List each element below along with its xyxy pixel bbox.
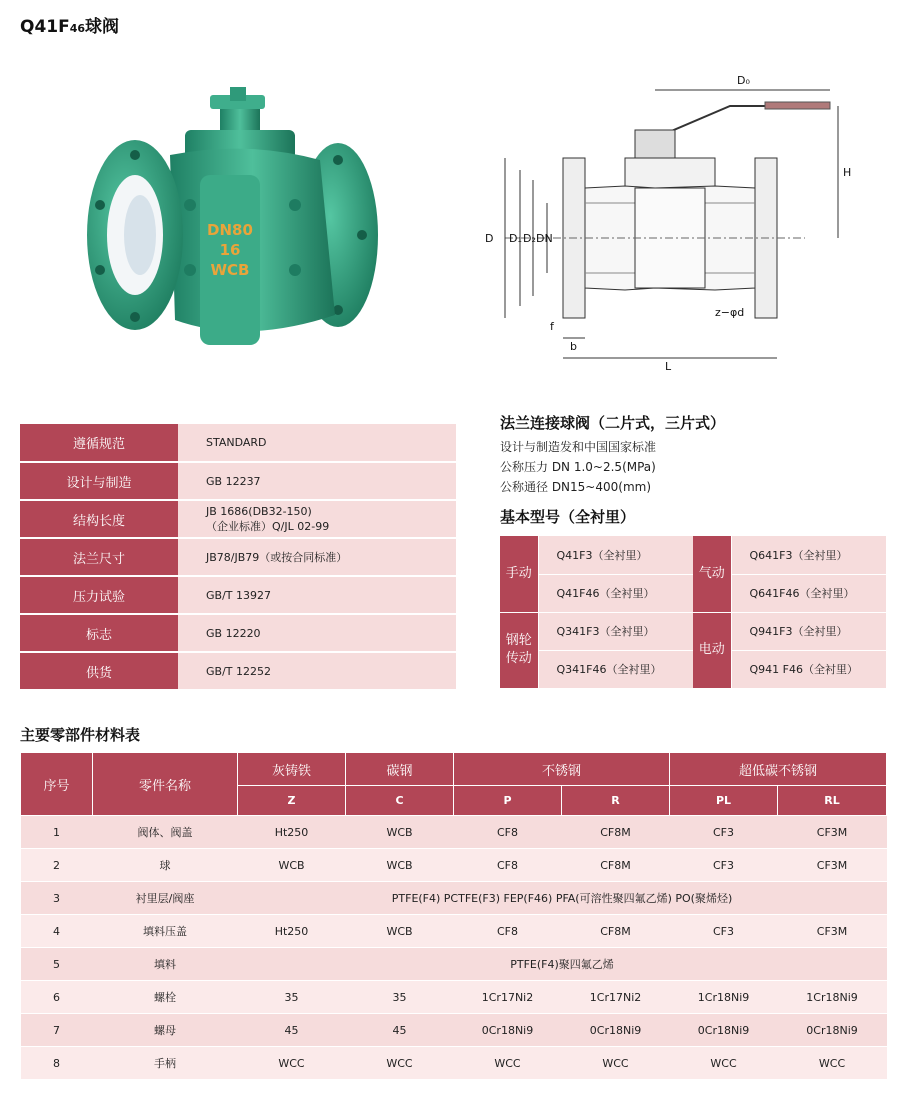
spec-row [20, 652, 456, 690]
model-type-worm-line2: 传动 [505, 651, 532, 666]
page-title [20, 12, 119, 37]
material-cell: 45 [346, 1014, 454, 1047]
model-value: Q641F46（全衬里） [731, 574, 886, 612]
header-gray-iron: 灰铸铁 [238, 753, 346, 786]
spec-key: 标志 [20, 614, 178, 652]
spec-value-line1: JB 1686(DB32-150) [206, 505, 312, 518]
table-row [21, 1014, 887, 1047]
material-cell: WCC [778, 1047, 887, 1080]
material-cell: 1Cr17Ni2 [562, 981, 670, 1014]
spec-table [20, 424, 456, 691]
dim-zd: z−φd [715, 306, 745, 319]
model-value: Q341F3（全衬里） [538, 612, 693, 650]
part-name: 球 [93, 849, 238, 882]
spec-row [20, 614, 456, 652]
material-cell: CF3M [778, 915, 887, 948]
row-no: 7 [21, 1014, 93, 1047]
material-cell: CF8M [562, 816, 670, 849]
row-no: 3 [21, 882, 93, 915]
model-value: Q41F46（全衬里） [538, 574, 693, 612]
header-stainless: 不锈钢 [454, 753, 670, 786]
material-cell: Ht250 [238, 915, 346, 948]
material-cell: CF8M [562, 915, 670, 948]
table-row [21, 915, 887, 948]
subheader: R [562, 786, 670, 816]
header-ultra: 超低碳不锈钢 [670, 753, 887, 786]
spec-row [20, 424, 456, 462]
row-no: 8 [21, 1047, 93, 1080]
material-cell: CF8 [454, 849, 562, 882]
materials-table [20, 752, 887, 1080]
part-name: 阀体、阀盖 [93, 816, 238, 849]
part-name: 螺栓 [93, 981, 238, 1014]
spec-row [20, 462, 456, 500]
material-cell: CF3 [670, 816, 778, 849]
material-cell: WCC [454, 1047, 562, 1080]
model-value: Q41F3（全衬里） [538, 536, 693, 574]
title-suffix: 球阀 [85, 17, 120, 37]
subheader: C [346, 786, 454, 816]
spec-key: 设计与制造 [20, 462, 178, 500]
model-type-manual: 手动 [500, 536, 538, 612]
table-row [21, 981, 887, 1014]
table-row [21, 1047, 887, 1080]
materials-body [21, 816, 887, 1080]
material-cell: 0Cr18Ni9 [670, 1014, 778, 1047]
dim-d1: D₁ [509, 232, 522, 245]
model-type-worm-line1: 钢轮 [505, 633, 532, 648]
header-name: 零件名称 [93, 753, 238, 816]
spec-key: 供货 [20, 652, 178, 690]
material-cell: WCB [346, 915, 454, 948]
info-line: 设计与制造发和中国国家标准 [500, 440, 657, 454]
spec-value [178, 500, 456, 538]
dim-h: H [843, 166, 852, 179]
dim-d: D [485, 232, 494, 245]
dim-dn: DN [536, 232, 553, 245]
part-name: 螺母 [93, 1014, 238, 1047]
material-cell: 35 [238, 981, 346, 1014]
part-name: 填料压盖 [93, 915, 238, 948]
dim-d2: D₂ [523, 232, 536, 245]
spec-row [20, 576, 456, 614]
info-line: 公称压力 DN 1.0~2.5(MPa) [500, 460, 656, 474]
material-cell: 0Cr18Ni9 [778, 1014, 887, 1047]
material-cell: 1Cr18Ni9 [670, 981, 778, 1014]
material-cell: 35 [346, 981, 454, 1014]
spec-row [20, 500, 456, 538]
material-cell: 1Cr17Ni2 [454, 981, 562, 1014]
material-cell: CF8 [454, 915, 562, 948]
cast-text-2: 16 [219, 241, 241, 259]
part-name: 手柄 [93, 1047, 238, 1080]
spec-key: 遵循规范 [20, 424, 178, 462]
material-cell: WCB [346, 849, 454, 882]
material-span: PTFE(F4) PCTFE(F3) FEP(F46) PFA(可溶性聚四氟乙烯) PO(聚烯烃) [238, 882, 887, 915]
spec-value: GB 12220 [178, 614, 456, 652]
model-row [500, 536, 886, 574]
material-cell: CF8 [454, 816, 562, 849]
table-row [21, 849, 887, 882]
model-type-electric: 电动 [693, 612, 731, 688]
header-no: 序号 [21, 753, 93, 816]
cast-text-1: DN80 [207, 221, 253, 239]
spec-value: GB/T 12252 [178, 652, 456, 690]
model-heading: 基本型号（全衬里） [500, 508, 636, 526]
material-cell: CF8M [562, 849, 670, 882]
title-model: Q41F [20, 17, 70, 37]
info-line: 公称通径 DN15~400(mm) [500, 480, 652, 494]
model-type-pneumatic: 气动 [693, 536, 731, 612]
spec-value: JB78/JB79（或按合同标准） [178, 538, 456, 576]
model-row [500, 612, 886, 650]
material-cell: CF3 [670, 849, 778, 882]
info-block [500, 412, 890, 527]
materials-title: 主要零部件材料表 [20, 726, 141, 744]
subheader: PL [670, 786, 778, 816]
material-cell: WCC [670, 1047, 778, 1080]
material-cell: 0Cr18Ni9 [562, 1014, 670, 1047]
model-value: Q941F3（全衬里） [731, 612, 886, 650]
valve-photo [80, 85, 380, 360]
valve-drawing [475, 68, 875, 378]
material-cell: 0Cr18Ni9 [454, 1014, 562, 1047]
dim-b: b [570, 340, 577, 353]
subheader: P [454, 786, 562, 816]
table-row [21, 948, 887, 981]
material-span: PTFE(F4)聚四氟乙烯 [238, 948, 887, 981]
material-cell: 1Cr18Ni9 [778, 981, 887, 1014]
material-cell: CF3 [670, 915, 778, 948]
subheader: Z [238, 786, 346, 816]
material-cell: WCC [562, 1047, 670, 1080]
subheader: RL [778, 786, 887, 816]
material-cell: WCC [346, 1047, 454, 1080]
dim-f: f [550, 320, 554, 333]
model-table [500, 536, 886, 689]
table-row [21, 816, 887, 849]
row-no: 4 [21, 915, 93, 948]
material-cell: 45 [238, 1014, 346, 1047]
spec-key: 法兰尺寸 [20, 538, 178, 576]
spec-value: GB 12237 [178, 462, 456, 500]
row-no: 1 [21, 816, 93, 849]
material-cell: Ht250 [238, 816, 346, 849]
dim-l: L [665, 360, 672, 373]
part-name: 衬里层/阀座 [93, 882, 238, 915]
material-cell: WCB [346, 816, 454, 849]
material-cell: CF3M [778, 849, 887, 882]
header-carbon: 碳钢 [346, 753, 454, 786]
model-value: Q941 F46（全衬里） [731, 650, 886, 688]
model-type-worm [500, 612, 538, 688]
spec-key: 结构长度 [20, 500, 178, 538]
spec-value: GB/T 13927 [178, 576, 456, 614]
spec-row [20, 538, 456, 576]
row-no: 6 [21, 981, 93, 1014]
row-no: 5 [21, 948, 93, 981]
model-value: Q341F46（全衬里） [538, 650, 693, 688]
spec-value-line2: （企业标准）Q/JL 02-99 [206, 520, 330, 533]
spec-key: 压力试验 [20, 576, 178, 614]
material-cell: WCB [238, 849, 346, 882]
material-cell: WCC [238, 1047, 346, 1080]
info-heading: 法兰连接球阀（二片式，三片式） [500, 414, 726, 432]
material-cell: CF3M [778, 816, 887, 849]
table-row [21, 882, 887, 915]
part-name: 填料 [93, 948, 238, 981]
spec-value: STANDARD [178, 424, 456, 462]
row-no: 2 [21, 849, 93, 882]
cast-text-3: WCB [210, 261, 250, 279]
dim-d0: D₀ [737, 74, 750, 87]
model-value: Q641F3（全衬里） [731, 536, 886, 574]
title-sub: 46 [69, 22, 86, 35]
